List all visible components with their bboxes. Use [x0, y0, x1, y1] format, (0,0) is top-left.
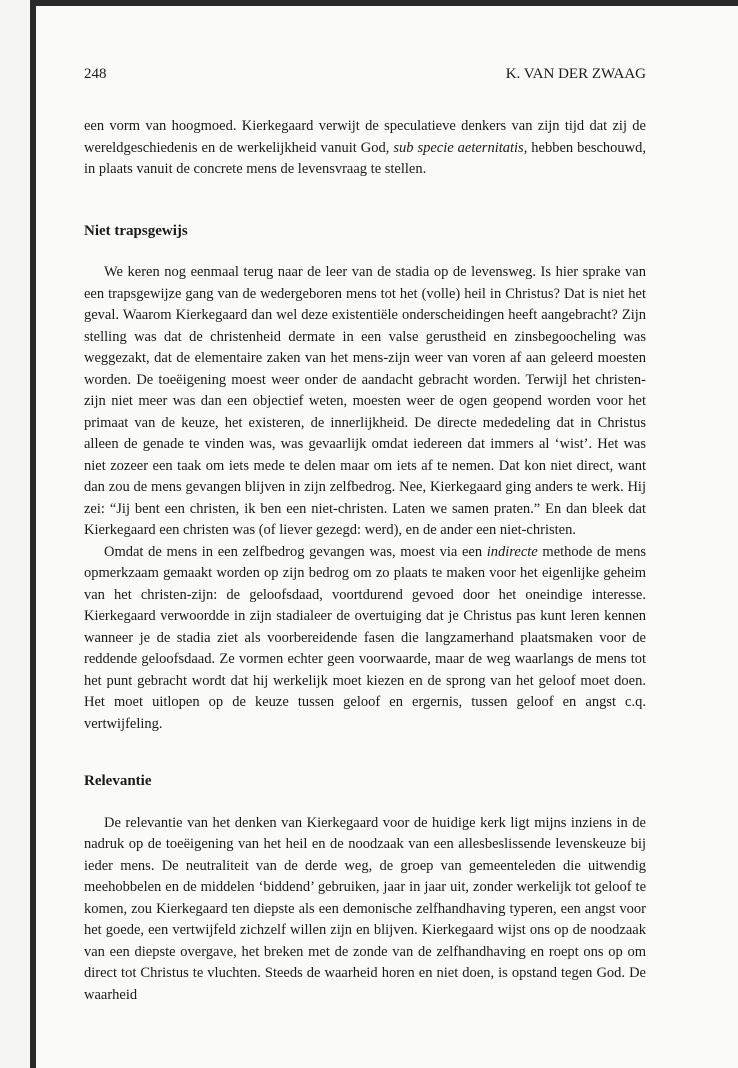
- section1-p2-italic: indirecte: [486, 543, 538, 560]
- page-number: 248: [84, 66, 107, 82]
- section1-p2-text-a: Omdat de mens in een zelfbedrog gevangen was, moest via een: [104, 543, 487, 560]
- section1-p2-text-b: methode de mens opmerkzaam gemaakt worden op zijn bedrog om zo plaats te maken voor het eigenlijke geheim van het christen-zijn: de geloofsdaad, voortdurend gevoed door het oneindige interesse. Kierkegaard verwoordde in zijn stadialeer de overtuiging dat je Christus pas kunt leren kennen wanneer je de stadia ziet als voorbereidende fasen die langzamerhand plaatsmaken voor de reddende geloofsdaad. Ze vormen echter geen voorwaarde, maar de weg waarlangs de mens tot het punt gebracht wordt dat hij werkelijk moet kiezen en de sprong van het geloof moet doen. Het moet uitlopen op de keuze tussen geloof en ergernis, tussen geloof en angst c.q. vertwijfeling.: [84, 543, 646, 732]
- section2-paragraph-1: De relevantie van het denken van Kierkegaard voor de huidige kerk ligt mijns inziens in de nadruk op de toeëigening van het heil en de noodzaak van een allesbeslissende levenskeuze bij ieder mens. De neutraliteit van de derde weg, de groep van gemeenteleden die uitwendig meehobbelen en de middelen ‘biddend’ gebruiken, jaar in jaar uit, zonder werkelijk tot geloof te komen, zou Kierkegaard ten diepste als een demonische zelfhandhaving typeren, een angst voor het goede, een vertwijfeld zichzelf willen zijn en blijven. Kierkegaard wijst ons op de noodzaak van een diepste overgave, het breken met de zonde van de zelfhandhaving en roept ons op om direct tot Christus te vluchten. Steeds de waarheid horen en niet doen, is opstand tegen God. De waarheid: [84, 814, 646, 1003]
- section-heading-niet-trapsgewijs: Niet trapsgewijs: [84, 222, 188, 239]
- intro-italic: sub specie aeternitatis: [393, 139, 524, 156]
- intro-paragraph: [84, 116, 646, 181]
- intro-text-1: een vorm van hoogmoed. Kierkegaard verwijt de speculatieve denkers van zijn tijd dat zij de wereldgeschiedenis en de werkelijkheid vanuit God,: [84, 118, 646, 156]
- intro-text-2: , hebben beschouwd, in plaats vanuit de concrete mens de levensvraag te stellen.: [84, 139, 647, 177]
- running-header: [84, 66, 646, 83]
- section-heading-relevantie: Relevantie: [84, 773, 152, 789]
- section1-paragraph-2: [84, 542, 646, 736]
- page-body: [84, 116, 646, 1006]
- running-title: K. VAN DER ZWAAG: [505, 66, 646, 82]
- section1-paragraph-1: We keren nog eenmaal terug naar de leer van de stadia op de levensweg. Is hier sprake van een trapsgewijze gang van de wedergeboren mens tot het (volle) heil in Christus? Dat is niet het geval. Waarom Kierkegaard dan wel deze existentiële onderscheidingen heeft aangebracht? Zijn stelling was dat de christenheid dermate in een valse gerustheid en zinsbegoocheling was weggezakt, dat de elementaire zaken van het mens-zijn weer van voren af aan geleerd moesten worden. De toeëigening moest weer onder de aandacht gebracht worden. Terwijl het christen-zijn niet meer was dan een objectief weten, moesten weer de ogen geopend worden voor het primaat van de keuze, het existeren, de innerlijkheid. De directe mededeling dat in Christus alleen de genade te vinden was, was gevaarlijk omdat iedereen dat immers al ‘wist’. Het was niet zozeer een taak om iets mede te delen maar om iets af te nemen. Dat kon niet direct, want dan zou de mens gevangen blijven in zijn zelfbedrog. Nee, Kierkegaard ging anders te werk. Hij zei: “Jij bent een christen, ik ben een niet-christen. Laten we samen praten.” En dan bleek dat Kierkegaard een christen was (of liever gezegd: werd), en de ander een niet-christen.: [84, 264, 646, 538]
